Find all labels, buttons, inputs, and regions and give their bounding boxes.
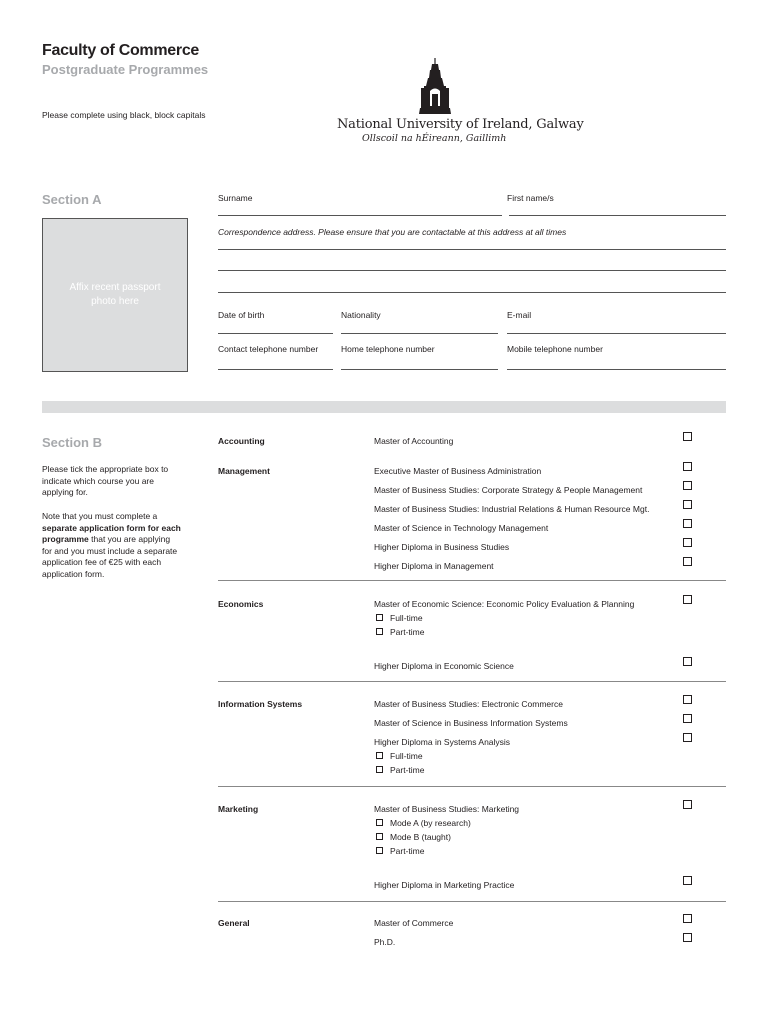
- programme-checkbox[interactable]: [683, 538, 692, 547]
- programme-checkbox[interactable]: [683, 933, 692, 942]
- surname-field[interactable]: [218, 215, 502, 216]
- programme-label: Higher Diploma in Business Studies: [374, 542, 510, 552]
- category-information-systems: Information Systems: [218, 699, 303, 709]
- mobile-phone-field[interactable]: [507, 369, 726, 370]
- note-prefix: Note that you must complete a: [42, 511, 158, 521]
- dob-label: Date of birth: [218, 310, 265, 320]
- option-label: Full-time: [390, 751, 423, 761]
- note-bold: separate application form for each programme: [42, 522, 181, 544]
- section-b-note: [42, 511, 182, 580]
- programme-checkbox[interactable]: [683, 876, 692, 885]
- programme-label: Master of Business Studies: Marketing: [374, 804, 520, 814]
- programme-checkbox[interactable]: [683, 695, 692, 704]
- email-label: E-mail: [507, 310, 532, 320]
- option-checkbox[interactable]: [376, 766, 383, 773]
- programme-label: Master of Business Studies: Industrial Relations & Human Resource Mgt.: [374, 504, 650, 514]
- section-b-instructions: Please tick the appropriate box to indicate which course you are applying for.: [42, 464, 169, 497]
- nationality-label: Nationality: [341, 310, 381, 320]
- passport-photo-box: [42, 218, 188, 372]
- mobile-phone-label: Mobile telephone number: [507, 344, 603, 354]
- option-label: Part-time: [390, 765, 425, 775]
- programme-label: Higher Diploma in Management: [374, 561, 494, 571]
- programme-checkbox[interactable]: [683, 481, 692, 490]
- programme-label: Higher Diploma in Economic Science: [374, 661, 514, 671]
- programme-label: Master of Business Studies: Corporate Strategy & People Management: [374, 485, 643, 495]
- programme-checkbox[interactable]: [683, 914, 692, 923]
- programme-label: Master of Accounting: [374, 436, 454, 446]
- contact-phone-label: Contact telephone number: [218, 344, 319, 354]
- option-checkbox[interactable]: [376, 614, 383, 621]
- category-divider: [218, 681, 726, 682]
- programme-checkbox[interactable]: [683, 500, 692, 509]
- programme-checkbox[interactable]: [683, 800, 692, 809]
- category-marketing: Marketing: [218, 804, 259, 814]
- home-phone-field[interactable]: [341, 369, 498, 370]
- address-field-line-1[interactable]: [218, 249, 726, 250]
- programme-checkbox[interactable]: [683, 714, 692, 723]
- section-divider-bar: [42, 401, 726, 413]
- option-checkbox[interactable]: [376, 752, 383, 759]
- category-divider: [218, 580, 726, 581]
- option-checkbox[interactable]: [376, 628, 383, 635]
- programme-label: Master of Science in Technology Management: [374, 523, 549, 533]
- programme-checkbox[interactable]: [683, 595, 692, 604]
- option-checkbox[interactable]: [376, 847, 383, 854]
- programme-checkbox[interactable]: [683, 462, 692, 471]
- home-phone-label: Home telephone number: [341, 344, 435, 354]
- option-checkbox[interactable]: [376, 833, 383, 840]
- programme-label: Master of Economic Science: Economic Policy Evaluation & Planning: [374, 599, 635, 609]
- programme-label: Higher Diploma in Systems Analysis: [374, 737, 511, 747]
- programme-label: Higher Diploma in Marketing Practice: [374, 880, 515, 890]
- category-accounting: Accounting: [218, 436, 265, 446]
- option-label: Part-time: [390, 846, 425, 856]
- address-field-line-3[interactable]: [218, 292, 726, 293]
- page-title: Faculty of Commerce: [42, 42, 200, 59]
- programme-label: Ph.D.: [374, 937, 396, 947]
- note-suffix: that you are applying for and you must include a separate application fee of €25 with each application form.: [42, 534, 178, 579]
- category-economics: Economics: [218, 599, 264, 609]
- option-label: Mode B (taught): [390, 832, 451, 842]
- address-field-line-2[interactable]: [218, 270, 726, 271]
- option-checkbox[interactable]: [376, 819, 383, 826]
- university-name: National University of Ireland, Galway: [337, 117, 584, 132]
- programme-label: Master of Business Studies: Electronic Commerce: [374, 699, 563, 709]
- surname-label: Surname: [218, 193, 253, 203]
- university-irish-name: Ollscoil na hÉireann, Gaillimh: [362, 133, 507, 144]
- nationality-field[interactable]: [341, 333, 498, 334]
- category-divider: [218, 786, 726, 787]
- first-names-field[interactable]: [509, 215, 726, 216]
- option-label: Mode A (by research): [390, 818, 471, 828]
- instruction-text: Please complete using black, block capitals: [42, 110, 206, 120]
- address-label: Correspondence address. Please ensure that you are contactable at this address at all times: [218, 227, 567, 237]
- programme-checkbox[interactable]: [683, 733, 692, 742]
- programme-label: Executive Master of Business Administration: [374, 466, 542, 476]
- programme-checkbox[interactable]: [683, 657, 692, 666]
- option-label: Full-time: [390, 613, 423, 623]
- email-field[interactable]: [507, 333, 726, 334]
- contact-phone-field[interactable]: [218, 369, 333, 370]
- category-management: Management: [218, 466, 270, 476]
- programme-label: Master of Science in Business Information Systems: [374, 718, 568, 728]
- category-general: General: [218, 918, 250, 928]
- university-crest-icon: [418, 58, 452, 116]
- first-names-label: First name/s: [507, 193, 554, 203]
- programme-checkbox[interactable]: [683, 557, 692, 566]
- programme-checkbox[interactable]: [683, 432, 692, 441]
- programme-label: Master of Commerce: [374, 918, 454, 928]
- section-a-title: Section A: [42, 192, 102, 207]
- programme-checkbox[interactable]: [683, 519, 692, 528]
- option-label: Part-time: [390, 627, 425, 637]
- category-divider: [218, 901, 726, 902]
- page-subtitle: Postgraduate Programmes: [42, 62, 209, 77]
- dob-field[interactable]: [218, 333, 333, 334]
- section-b-title: Section B: [42, 435, 102, 450]
- passport-photo-text: Affix recent passport photo here: [69, 282, 161, 307]
